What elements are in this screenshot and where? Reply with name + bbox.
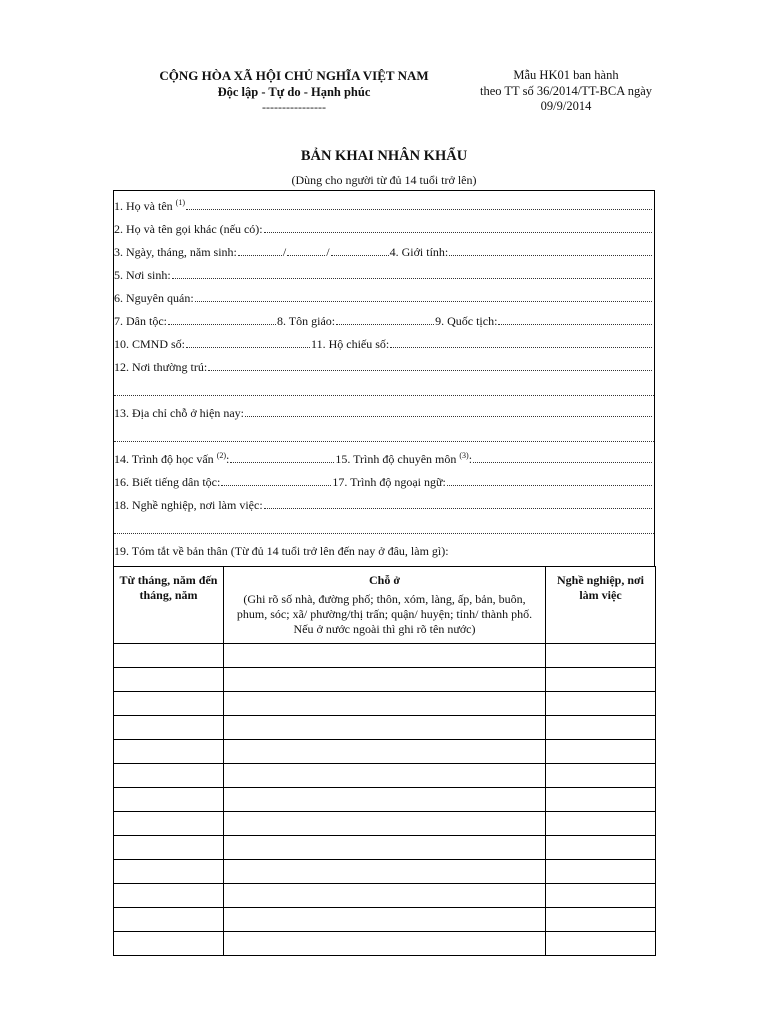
table-row [114, 860, 656, 884]
table-row [114, 668, 656, 692]
cell-period[interactable] [114, 860, 224, 884]
field-education-qualification[interactable]: 14. Trình độ học vấn $^{(2)}$ : 15. Trình độ chuyên môn $^{(3)}$ : [114, 449, 654, 467]
cell-occupation[interactable] [546, 692, 656, 716]
table-row [114, 884, 656, 908]
field-ethnicity-religion-nationality[interactable]: 7. Dân tộc: 8. Tôn giáo: 9. Quốc tịch: [114, 311, 654, 329]
cell-residence[interactable] [224, 908, 546, 932]
table-row [114, 716, 656, 740]
table-row [114, 764, 656, 788]
form-code-line3: 09/9/2014 [540, 99, 592, 113]
table-row [114, 932, 656, 956]
field-permanent-residence[interactable]: 12. Nơi thường trú: [114, 357, 654, 375]
cell-period[interactable] [114, 764, 224, 788]
form-code-line2: theo TT số 36/2014/TT-BCA ngày [480, 83, 652, 98]
cell-residence[interactable] [224, 668, 546, 692]
cell-occupation[interactable] [546, 908, 656, 932]
form-title: BẢN KHAI NHÂN KHẨU [300, 148, 468, 164]
cell-period[interactable] [114, 812, 224, 836]
cell-period[interactable] [114, 836, 224, 860]
field-birth-gender[interactable]: 3. Ngày, tháng, năm sinh: / / 4. Giới tính: [114, 242, 654, 260]
cell-residence[interactable] [224, 716, 546, 740]
col-residence-header: Chỗ ở (Ghi rõ số nhà, đường phố; thôn, xóm, làng, ấp, bản, buôn, phum, sóc; xã/ phường/thị trấn; quận/ huyện; tỉnh/ thành phố. Nếu ở nước ngoài thì ghi rõ tên nước) [224, 567, 546, 644]
form-code [466, 68, 666, 115]
field-current-address[interactable]: 13. Địa chỉ chỗ ở hiện nay: [114, 403, 654, 421]
col-occupation-header: Nghề nghiệp, nơi làm việc [546, 567, 656, 644]
current-address-line2[interactable] [114, 440, 654, 442]
cell-period[interactable] [114, 908, 224, 932]
cell-occupation[interactable] [546, 812, 656, 836]
cell-occupation[interactable] [546, 860, 656, 884]
cell-period[interactable] [114, 716, 224, 740]
cell-occupation[interactable] [546, 932, 656, 956]
table-header-row [114, 567, 656, 644]
cell-occupation[interactable] [546, 740, 656, 764]
nation-name: CỘNG HÒA XÃ HỘI CHỦ NGHĨA VIỆT NAM [159, 68, 429, 83]
col-period-header: Từ tháng, năm đến tháng, năm [114, 567, 224, 644]
cell-occupation[interactable] [546, 788, 656, 812]
cell-residence[interactable] [224, 788, 546, 812]
field-other-name[interactable]: 2. Họ và tên gọi khác (nếu có): [114, 219, 654, 237]
cell-period[interactable] [114, 692, 224, 716]
residence-history-table [113, 566, 656, 956]
cell-residence[interactable] [224, 740, 546, 764]
cell-occupation[interactable] [546, 836, 656, 860]
permanent-residence-line2[interactable] [114, 394, 654, 396]
table-row [114, 836, 656, 860]
cell-residence[interactable] [224, 644, 546, 668]
cell-period[interactable] [114, 668, 224, 692]
table-row [114, 644, 656, 668]
cell-occupation[interactable] [546, 644, 656, 668]
field-birthplace[interactable]: 5. Nơi sinh: [114, 265, 654, 283]
occupation-line2[interactable] [114, 532, 654, 534]
cell-period[interactable] [114, 644, 224, 668]
cell-period[interactable] [114, 740, 224, 764]
header-divider: ---------------- [262, 100, 326, 114]
cell-residence[interactable] [224, 836, 546, 860]
cell-residence[interactable] [224, 692, 546, 716]
field-personal-summary: 19. Tóm tắt về bản thân (Từ đủ 14 tuổi trở lên đến nay ở đâu, làm gì): [114, 544, 449, 558]
gender-label: 4. Giới tính: [389, 245, 449, 259]
cell-period[interactable] [114, 884, 224, 908]
table-row [114, 740, 656, 764]
table-row [114, 908, 656, 932]
table-row [114, 812, 656, 836]
cell-residence[interactable] [224, 860, 546, 884]
cell-residence[interactable] [224, 932, 546, 956]
form-code-line1: Mẫu HK01 ban hành [513, 68, 619, 82]
cell-occupation[interactable] [546, 716, 656, 740]
cell-occupation[interactable] [546, 668, 656, 692]
cell-residence[interactable] [224, 812, 546, 836]
field-full-name[interactable]: 1. Họ và tên $^{(1)}$ [114, 196, 654, 214]
national-motto: Độc lập - Tự do - Hạnh phúc [217, 85, 371, 99]
cell-occupation[interactable] [546, 764, 656, 788]
form-fields-box [113, 190, 655, 566]
field-id-passport[interactable]: 10. CMND số: 11. Hộ chiếu số: [114, 334, 654, 352]
cell-residence[interactable] [224, 884, 546, 908]
field-hometown[interactable]: 6. Nguyên quán: [114, 288, 654, 306]
nation-header [150, 68, 438, 114]
form-subtitle: (Dùng cho người từ đủ 14 tuổi trở lên) [291, 173, 477, 187]
cell-occupation[interactable] [546, 884, 656, 908]
table-row [114, 692, 656, 716]
col-residence-note: (Ghi rõ số nhà, đường phố; thôn, xóm, làng, ấp, bản, buôn, phum, sóc; xã/ phường/thị trấn; quận/ huyện; tỉnh/ thành phố. Nếu ở nước ngoài thì ghi rõ tên nước) [236, 592, 533, 636]
table-row [114, 788, 656, 812]
cell-period[interactable] [114, 788, 224, 812]
cell-residence[interactable] [224, 764, 546, 788]
field-languages[interactable]: 16. Biết tiếng dân tộc: 17. Trình độ ngoại ngữ: [114, 472, 654, 490]
cell-period[interactable] [114, 932, 224, 956]
field-occupation[interactable]: 18. Nghề nghiệp, nơi làm việc: [114, 495, 654, 513]
